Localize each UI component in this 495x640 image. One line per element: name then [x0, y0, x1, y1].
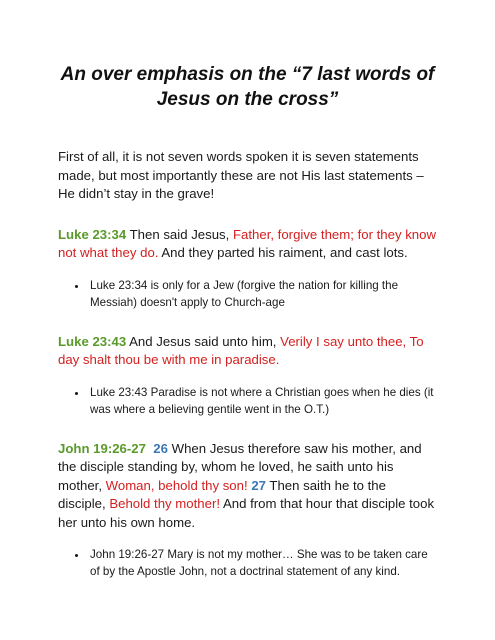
verse-quote: Woman, behold thy son! — [105, 477, 248, 493]
verse-reference: Luke 23:43 — [58, 333, 127, 349]
verse-text: And from that hour that disciple took her unto his own home. — [58, 496, 435, 530]
verse-reference: John 19:26-27 — [58, 440, 146, 456]
verse-number: 26 — [153, 440, 168, 456]
verse-text: Then saith he to the disciple, — [58, 477, 386, 511]
verse-quote: Verily I say unto thee, To day shalt thou be with me in paradise. — [58, 333, 424, 367]
verse-luke-23-34 — [58, 226, 437, 263]
verse-number: 27 — [251, 477, 266, 493]
note-item: • John 19:26-27 Mary is not my mother… She was to be taken care of by the Apostle John, not a doctrinal statement of any kind. — [88, 546, 437, 580]
note-list — [58, 546, 437, 580]
verse-text: And Jesus said unto him, — [126, 333, 281, 349]
intro-paragraph: First of all, it is not seven words spoken it is seven statements made, but most importantly these are not His last statements – He didn’t stay in the grave! — [58, 149, 424, 201]
verse-quote: Behold thy mother! — [109, 496, 221, 511]
verse-quote: Father, forgive them; for they know not what they do. — [58, 226, 437, 260]
note-item: • Luke 23:34 is only for a Jew (forgive the nation for killing the Messiah) doesn't apply to Church-age — [88, 277, 437, 311]
verse-john-19-26-27 — [58, 440, 437, 533]
verse-reference: Luke 23:34 — [58, 226, 127, 242]
verse-text: When Jesus therefore saw his mother, and the disciple standing by, whom he loved, he saith unto his mother, — [58, 440, 422, 493]
note-list — [58, 384, 437, 418]
verse-text: And they parted his raiment, and cast lots. — [158, 245, 408, 260]
note-item: • Luke 23:43 Paradise is not where a Christian goes when he dies (it was where a believing gentile went in the O.T.) — [88, 384, 437, 418]
verse-luke-23-43 — [58, 333, 437, 370]
verse-text: Then said Jesus, — [126, 226, 233, 242]
page-title: An over emphasis on the “7 last words of Jesus on the cross” — [60, 64, 435, 110]
note-list — [58, 277, 437, 311]
